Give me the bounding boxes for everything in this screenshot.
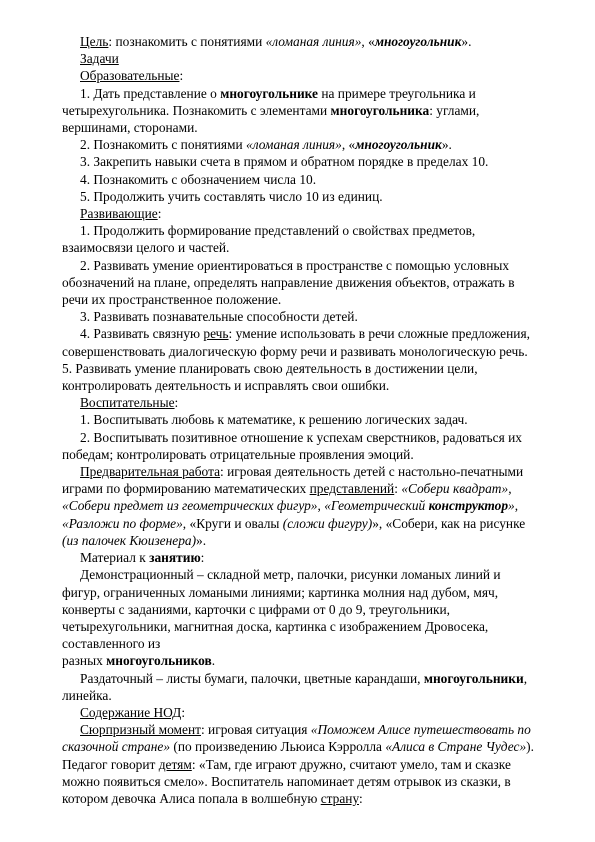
text-run: ,: [514, 498, 519, 514]
game-note: (сложи фигуру): [282, 515, 373, 531]
upbringing-heading: Воспитательные:: [80, 395, 179, 411]
goal-text: , «: [361, 34, 375, 49]
text-run: 1. Дать представление о: [80, 85, 221, 101]
educational-item-4: 4. Познакомить с обозначением числа 10.: [80, 171, 317, 187]
educational-heading: Образовательные:: [80, 68, 184, 84]
text-run: : углами, вершинами, сторонами.: [62, 102, 480, 136]
educational-title: Образовательные: [80, 68, 180, 84]
term-polygon: многоугольнике: [220, 85, 318, 101]
goal-term-polygon: многоугольник: [374, 34, 462, 49]
term-speech: речь: [203, 326, 229, 342]
game-title: «Собери предмет из геометрических фигур»: [62, 498, 318, 514]
upbringing-item-2: 2. Воспитывать позитивное отношение к успехам сверстников, радоваться их победам; контролировать отрицательные проявления эмоций.: [62, 429, 522, 462]
text-run: », «Собери, как на рисунке: [372, 515, 526, 531]
game-title: «Геометрический: [324, 498, 429, 514]
book-title: «Алиса в Стране Чудес»: [385, 739, 527, 755]
educational-item-5: 5. Продолжить учить составлять число 10 из единиц.: [80, 188, 383, 204]
developing-item-4: [62, 325, 541, 394]
text-run: , «Круги и овалы: [182, 515, 283, 531]
text-run: Раздаточный – листы бумаги, палочки, цветные карандаши,: [80, 670, 424, 686]
developing-item-3: 3. Развивать познавательные способности детей.: [80, 309, 358, 325]
text-run: .: [211, 653, 216, 669]
goal-term-polyline: «ломаная линия»: [265, 34, 362, 49]
developing-title: Развивающие: [80, 206, 158, 222]
text-run: :: [200, 550, 205, 566]
educational-item-2: [62, 136, 541, 153]
content-heading: Содержание НОД:: [80, 704, 186, 720]
goal-paragraph: [62, 33, 541, 50]
text-run: : игровая деятельность детей с настольно-печатными играми по формированию математических: [62, 464, 524, 497]
surprise-moment-label: Сюрпризный момент: [80, 722, 201, 738]
term-country: страну: [320, 790, 359, 806]
term-representations: представлений: [309, 481, 395, 497]
term-lesson: занятию: [149, 550, 201, 566]
tasks-heading: [62, 50, 541, 67]
developing-heading: Развивающие:: [80, 206, 162, 222]
text-run: ,: [317, 498, 325, 514]
demo-material-paragraph: Демонстрационный – складной метр, палочки, рисунки ломаных линий и фигур, ограниченных ломаными линиями; картинка молния над дубом, мяч, конверты с заданиями, карточки с цифрами от 0 до 9, треугольники, четырехугольники, магнитная доска, картинка с изображением Дровосека, составленного из: [62, 567, 501, 652]
term-polyline: «ломаная линия»: [246, 137, 342, 153]
text-run: , линейка.: [62, 670, 528, 703]
text-run: , «: [341, 137, 356, 153]
text-run: ,: [508, 481, 512, 497]
game-title: «Собери квадрат»: [401, 481, 509, 497]
text-run: : «Там, где играют дружно, считают умело, там и сказке можно появиться смело». Воспитатель напоминает детям отрывок из сказки, в котором девочка Алиса попала в волшебную: [62, 756, 511, 806]
game-title: »: [508, 498, 515, 514]
text-run: Материал к: [80, 550, 150, 566]
text-run: ».: [441, 137, 452, 153]
demo-material-continuation: [62, 652, 541, 669]
text-run: ».: [196, 532, 207, 548]
text-run: на примере треугольника и четырехугольника. Познакомить с элементами: [62, 85, 476, 118]
game-note: (из палочек Кюизенера): [62, 532, 197, 548]
term-children: детям: [158, 756, 192, 772]
developing-item-1: 1. Продолжить формирование представлений о свойствах предметов, взаимосвязи целого и частей.: [62, 223, 476, 256]
preliminary-work-label: Предварительная работа: [80, 464, 221, 480]
text-run: :: [359, 790, 363, 806]
text-run: : игровая ситуация: [200, 722, 311, 738]
educational-item-1: [62, 85, 541, 137]
term-polygon: многоугольника: [330, 102, 430, 118]
term-polygon: многоугольник: [355, 137, 442, 153]
upbringing-item-1: 1. Воспитывать любовь к математике, к решению логических задач.: [80, 412, 468, 428]
material-heading: [62, 549, 541, 566]
text-run: 4. Развивать связную: [80, 326, 204, 342]
developing-item-2: 2. Развивать умение ориентироваться в пространстве с помощью условных обозначений на плане, определять направление движения объектов, отражать в речи их пространственное положение.: [62, 257, 515, 308]
text-run: :: [394, 481, 402, 497]
game-title: «Разложи по форме»: [62, 515, 183, 531]
goal-text: : познакомить с понятиями: [108, 34, 266, 49]
text-run: : умение использовать в речи сложные предложения, совершенствовать диалогическую форму речи и развивать монологическую речь. 5. Развивать умение планировать свою деятельность в достижении цели, контролировать деятельность и исправлять свои ошибки.: [62, 326, 530, 394]
handout-material-paragraph: [62, 670, 541, 704]
game-situation-title: «Поможем Алисе путешествовать по сказочной стране»: [62, 722, 531, 755]
educational-item-3: 3. Закрепить навыки счета в прямом и обратном порядке в пределах 10.: [80, 154, 489, 170]
goal-label: Цель: [80, 34, 109, 49]
goal-text: ».: [461, 34, 472, 49]
tasks-title: Задачи: [80, 51, 119, 67]
text-run: 2. Познакомить с понятиями: [80, 137, 247, 153]
upbringing-title: Воспитательные: [80, 395, 175, 411]
game-title-keyword: конструктор: [428, 498, 509, 514]
term-polygons: многоугольников: [106, 653, 212, 669]
surprise-moment-paragraph: [62, 721, 541, 807]
text-run: (по произведению Льюиса Кэрролла: [170, 739, 386, 755]
content-title: Содержание НОД: [80, 704, 182, 720]
text-run: ). Педагог говорит: [62, 739, 534, 772]
preliminary-work-paragraph: [62, 463, 541, 549]
term-polygons: многоугольники: [423, 670, 524, 686]
text-run: разных: [62, 653, 107, 669]
